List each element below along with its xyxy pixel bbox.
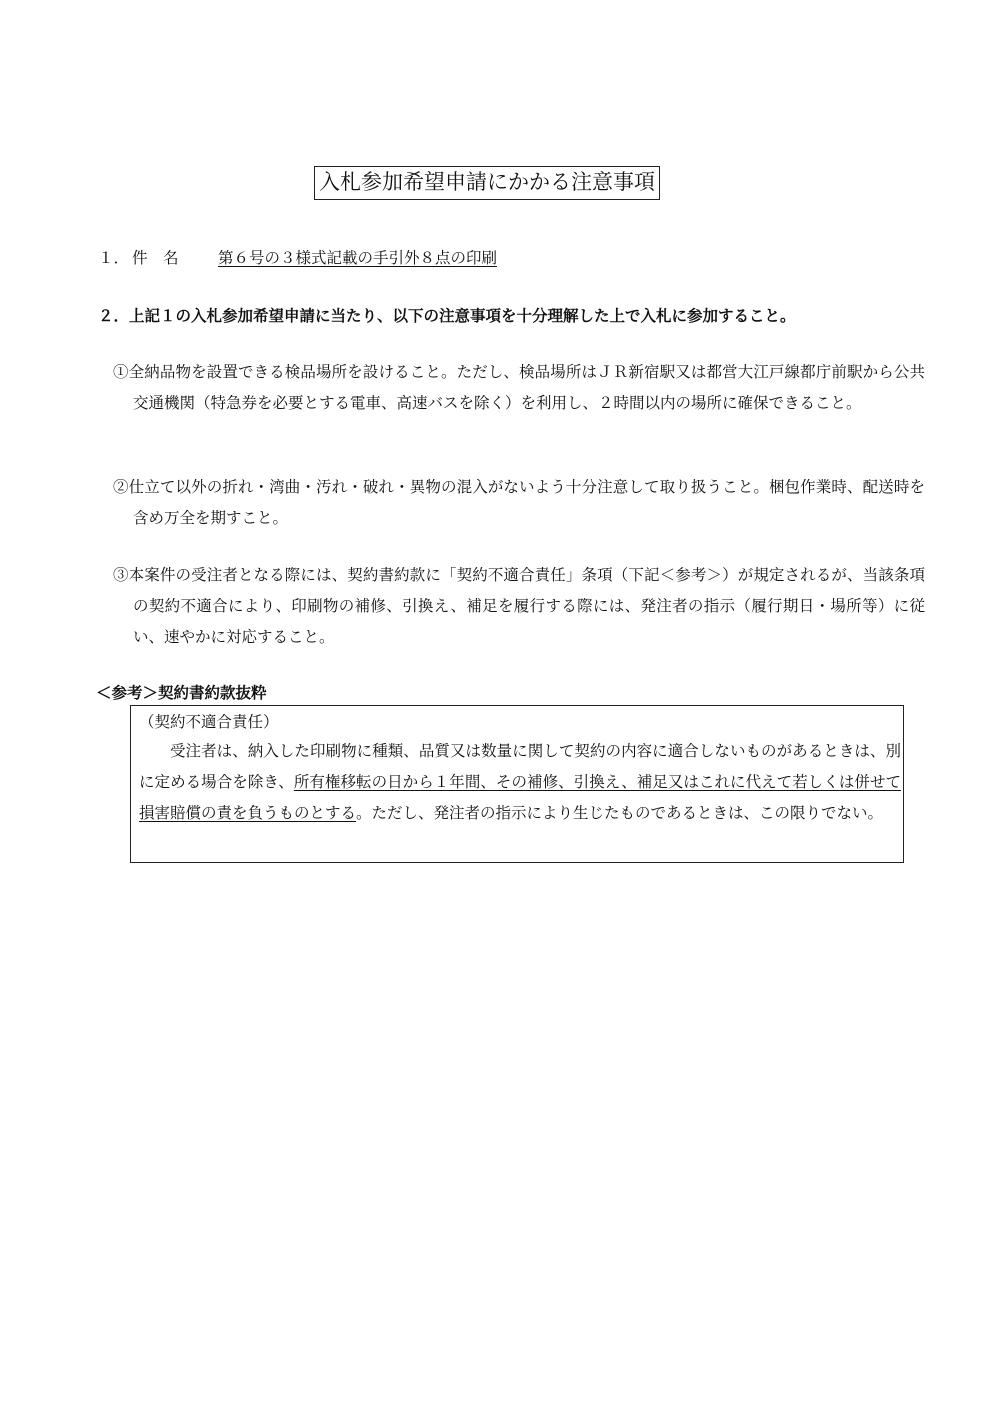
item1-label: 件 名 [132, 249, 179, 267]
item1-subject-value: 第６号の３様式記載の手引外８点の印刷 [218, 249, 498, 267]
note-2: ②仕立て以外の折れ・湾曲・汚れ・破れ・異物の混入がないよう十分注意して取り扱うこと。梱包作業時、配送時を含め万全を期すこと。 [113, 478, 925, 527]
item2-instruction: ２．上記１の入札参加希望申請に当たり、以下の注意事項を十分理解した上で入札に参加すること。 [98, 307, 796, 325]
note-1: ①全納品物を設置できる検品場所を設けること。ただし、検品場所はＪＲ新宿駅又は都営大江戸線都庁前駅から公共交通機関（特急券を必要とする電車、高速バスを除く）を利用し、２時間以内の場所に確保できること。 [113, 363, 925, 412]
reference-heading: ＜参考＞契約書約款抜粋 [96, 684, 267, 702]
reference-box-body [139, 736, 903, 829]
note-3: ③本案件の受注者となる際には、契約書約款に「契約不適合責任」条項（下記＜参考＞）が規定されるが、当該条項の契約不適合により、印刷物の補修、引換え、補足を履行する際には、発注者の指示（履行期日・場所等）に従い、速やかに対応すること。 [113, 566, 925, 646]
reference-body-after: 。ただし、発注者の指示により生じたものであるときは、この限りでない。 [356, 804, 884, 822]
reference-body-before: 受注者は、納入した印刷物に種類、品質又は数量に関して契約の内容に適合しないものがあるときは、別に定める場合を除き、 [139, 742, 901, 791]
reference-body-underlined: 所有権移転の日から１年間、その補修、引換え、補足又はこれに代えて若しくは併せて損害賠償の責を負うものとする [139, 773, 901, 822]
reference-box [130, 705, 904, 863]
item1-number: １． [98, 249, 130, 267]
reference-box-title: （契約不適合責任） [139, 713, 279, 731]
document-title: 入札参加希望申請にかかる注意事項 [314, 166, 660, 200]
